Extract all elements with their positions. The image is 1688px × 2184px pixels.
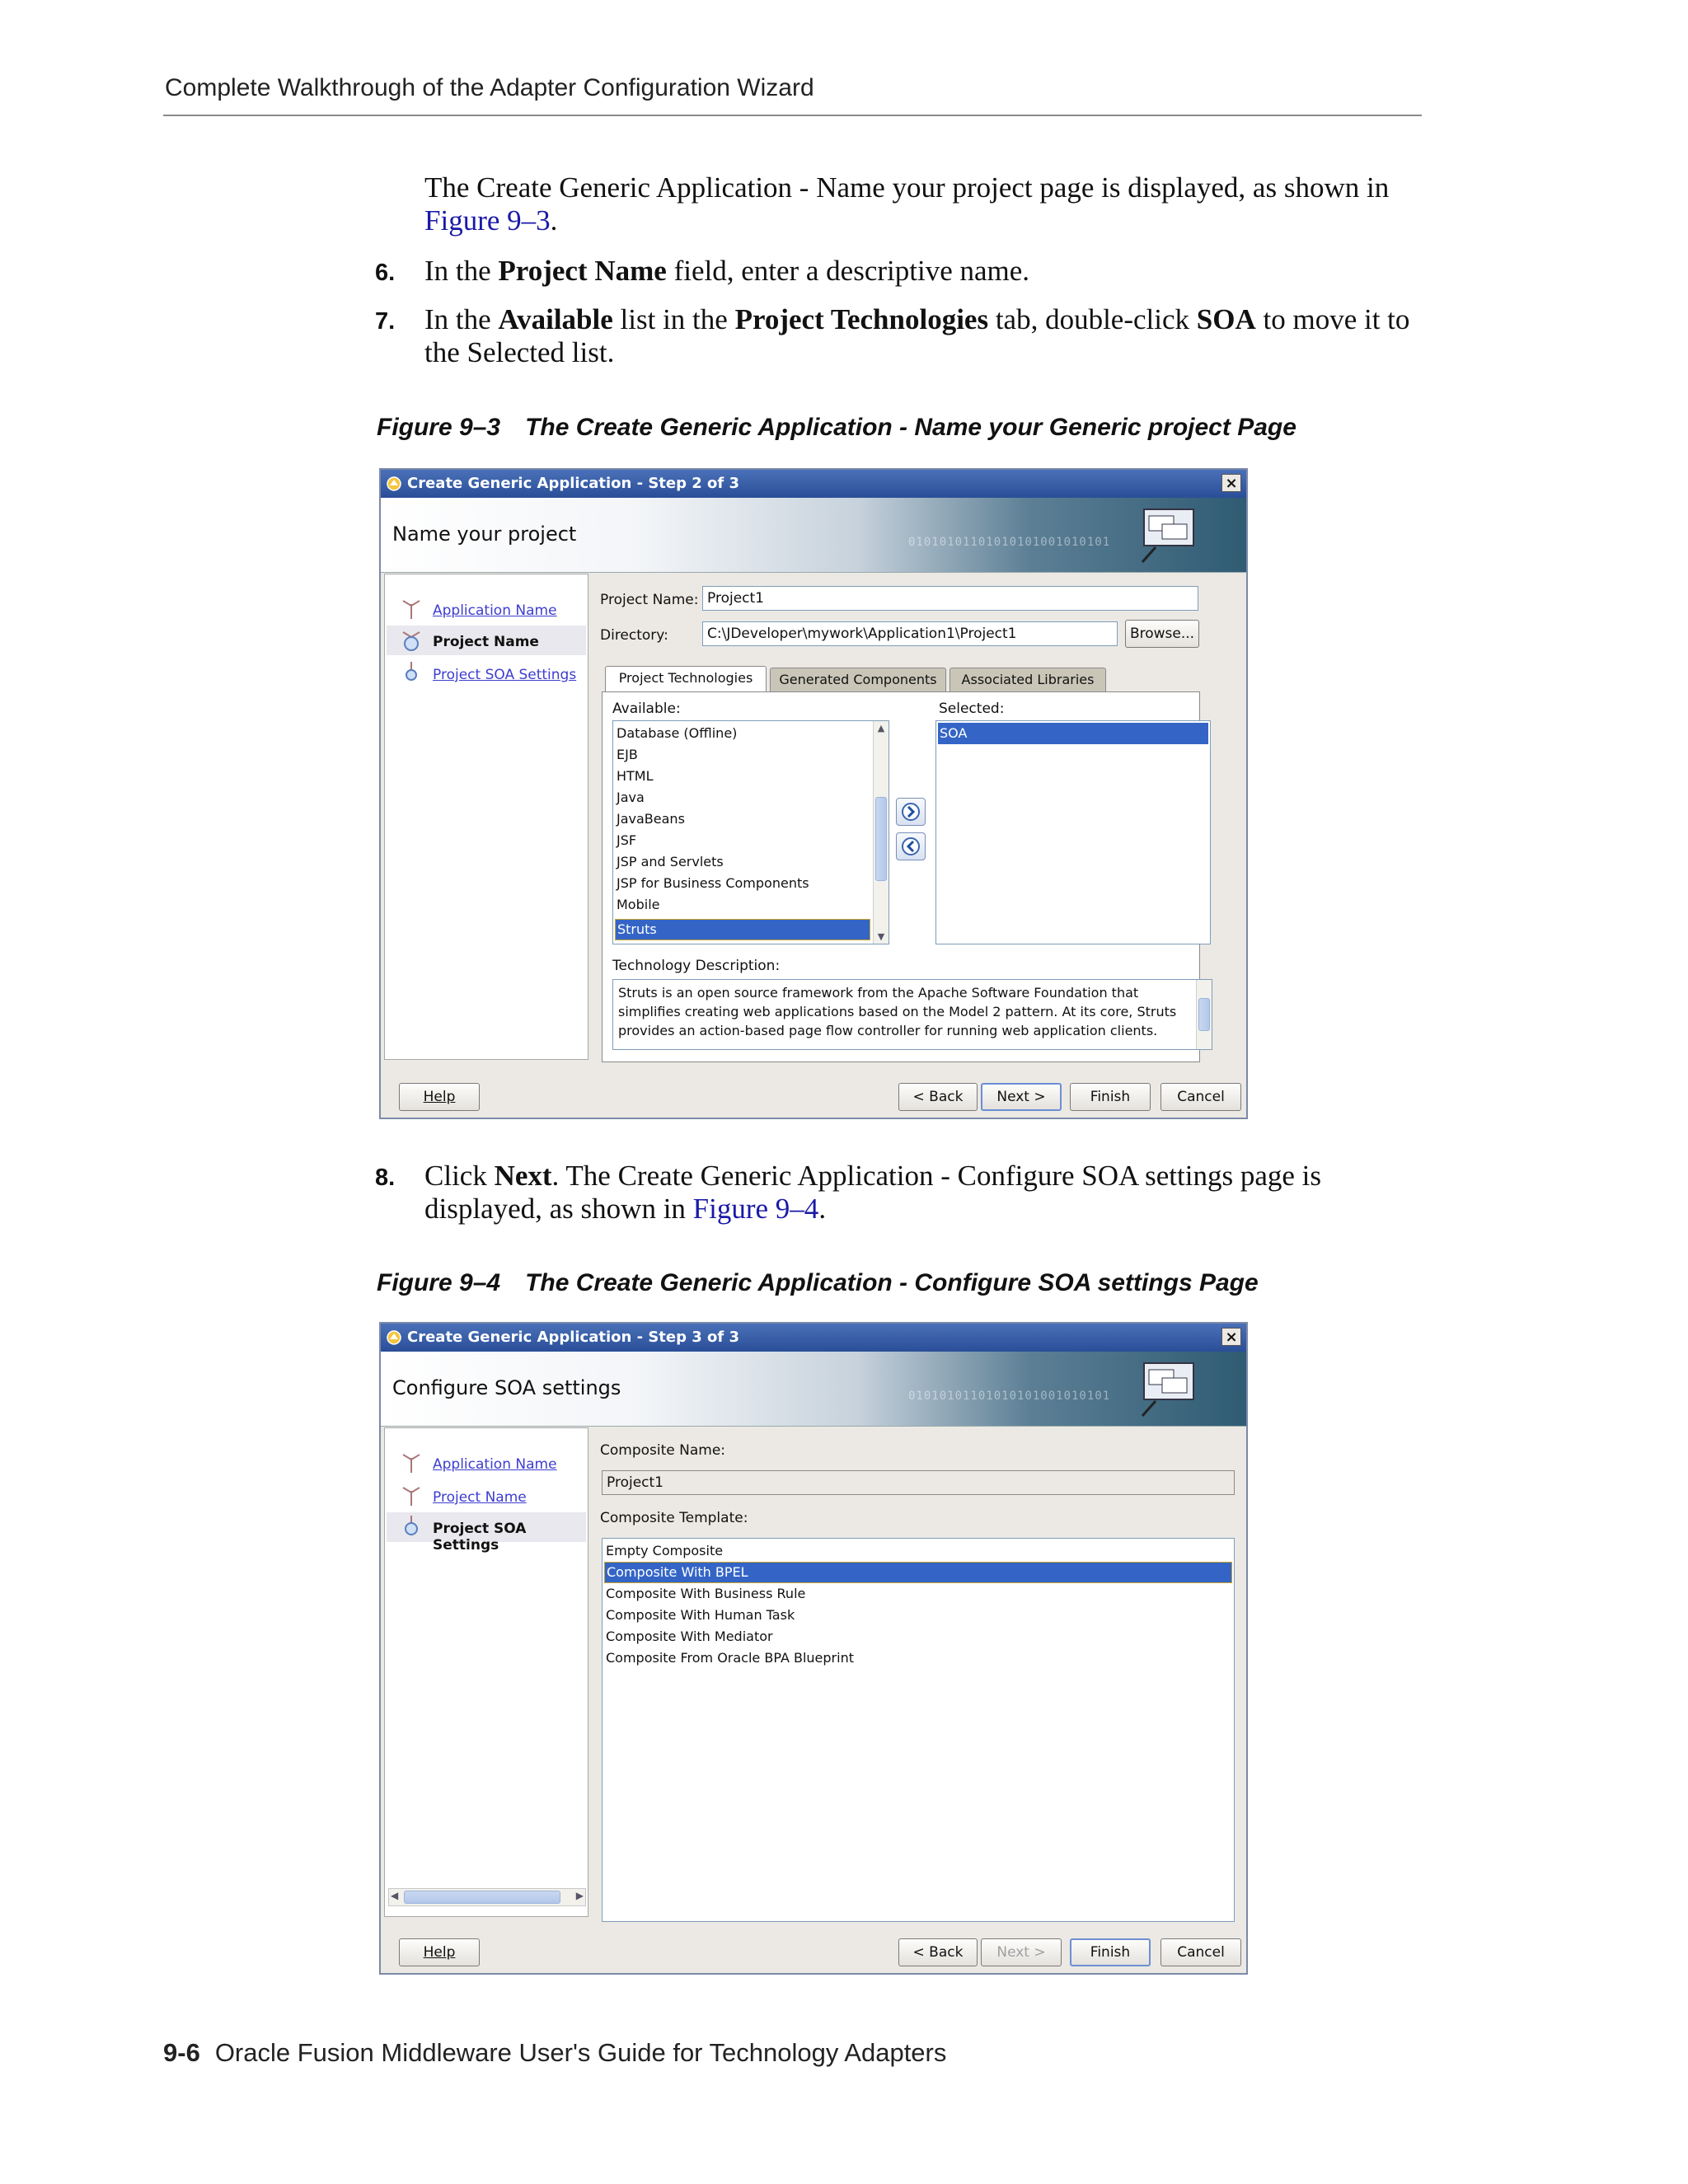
- list-item[interactable]: JSP for Business Components: [617, 875, 809, 891]
- list-item[interactable]: EJB: [617, 747, 638, 762]
- figure-9-4-caption: Figure 9–4 The Create Generic Application - Configure SOA settings Page: [377, 1269, 1259, 1296]
- available-label: Available:: [612, 701, 681, 717]
- scroll-up-icon[interactable]: ▲: [877, 723, 885, 733]
- back-button[interactable]: < Back: [898, 1083, 978, 1111]
- step-current-icon: [400, 629, 423, 652]
- help-button[interactable]: Help: [399, 1083, 480, 1111]
- jdeveloper-icon: [386, 476, 402, 492]
- intro-paragraph: The Create Generic Application - Name your project page is displayed, as shown in Figure 9–3.: [424, 171, 1390, 237]
- step-done-icon: [400, 1483, 423, 1506]
- book-title: Oracle Fusion Middleware User's Guide for Technology Adapters: [214, 2038, 947, 2067]
- nav-horizontal-scrollbar[interactable]: [388, 1888, 586, 1906]
- list-item[interactable]: Empty Composite: [606, 1543, 724, 1558]
- jdeveloper-icon: [386, 1329, 402, 1346]
- step-done-icon: [400, 1450, 423, 1473]
- directory-label: Directory:: [600, 627, 668, 644]
- step-current-icon: [400, 1516, 423, 1539]
- composite-name-input[interactable]: Project1: [602, 1470, 1235, 1495]
- nav-application-name[interactable]: Application Name: [433, 1456, 557, 1473]
- cancel-button[interactable]: Cancel: [1160, 1938, 1241, 1966]
- next-button[interactable]: Next >: [981, 1083, 1062, 1111]
- running-header: Complete Walkthrough of the Adapter Configuration Wizard: [165, 74, 814, 101]
- selected-label: Selected:: [939, 701, 1005, 717]
- step-7-text: In the Available list in the Project Technologies tab, double-click SOA to move it to the Selected list.: [424, 303, 1410, 368]
- list-item[interactable]: HTML: [617, 768, 654, 784]
- banner-binary-decoration: 01010101101010101001010101: [908, 536, 1111, 549]
- list-item[interactable]: Java: [617, 790, 645, 805]
- page-title: Configure SOA settings: [392, 1376, 621, 1399]
- technology-description-label: Technology Description:: [612, 958, 781, 974]
- scroll-thumb[interactable]: [875, 797, 887, 881]
- scroll-thumb[interactable]: [404, 1891, 560, 1904]
- page-number: 9-6: [163, 2038, 200, 2067]
- wizard-nav: [384, 574, 588, 1060]
- wizard-banner: [381, 1352, 1246, 1427]
- figure-9-3-caption: Figure 9–3 The Create Generic Application - Name your Generic project Page: [377, 414, 1296, 441]
- list-item-selected[interactable]: Struts: [615, 919, 870, 940]
- step-pending-icon: [400, 662, 423, 685]
- scroll-left-icon[interactable]: ◀: [391, 1890, 399, 1901]
- available-list[interactable]: [612, 720, 889, 944]
- move-left-button[interactable]: [896, 832, 926, 860]
- composite-template-list[interactable]: [602, 1538, 1235, 1922]
- scroll-right-icon[interactable]: ▶: [575, 1890, 584, 1901]
- chevron-right-icon: [897, 799, 925, 825]
- page-title: Name your project: [392, 523, 577, 546]
- tab-panel: [602, 691, 1200, 1062]
- step-8-text: Click Next. The Create Generic Application - Configure SOA settings page is displayed, as shown in Figure 9–4.: [424, 1160, 1321, 1225]
- step-8-number: 8.: [375, 1165, 396, 1191]
- figure-9-4-link[interactable]: Figure 9–4: [692, 1193, 819, 1225]
- create-app-dialog-step3: [379, 1322, 1248, 1975]
- scroll-thumb[interactable]: [1198, 998, 1210, 1031]
- page-footer: [163, 2038, 946, 2068]
- banner-binary-decoration: 01010101101010101001010101: [908, 1390, 1111, 1403]
- technology-description: Struts is an open source framework from the Apache Software Foundation that simplifies creating web applications based on the Model 2 pattern. At its core, Struts provides an action-based page flow controller for running web application clients.: [612, 979, 1212, 1050]
- nav-project-soa-settings[interactable]: Project SOA Settings: [433, 667, 577, 683]
- tab-generated-components[interactable]: Generated Components: [770, 668, 946, 692]
- help-button[interactable]: Help: [399, 1938, 480, 1966]
- close-button[interactable]: ×: [1221, 474, 1241, 492]
- nav-project-name[interactable]: Project Name: [433, 634, 539, 650]
- nav-project-soa-settings[interactable]: Project SOA Settings: [433, 1521, 527, 1554]
- project-name-input[interactable]: Project1: [702, 586, 1198, 611]
- composite-name-label: Composite Name:: [600, 1442, 726, 1459]
- cancel-button[interactable]: Cancel: [1160, 1083, 1241, 1111]
- wizard-windows-icon: [1139, 1358, 1198, 1419]
- wizard-banner: [381, 498, 1246, 573]
- close-button[interactable]: ×: [1221, 1328, 1241, 1346]
- wizard-windows-icon: [1139, 504, 1198, 565]
- step-6-text: In the Project Name field, enter a descriptive name.: [424, 255, 1030, 287]
- project-name-label: Project Name:: [600, 592, 699, 608]
- header-rule: [163, 115, 1422, 116]
- list-item[interactable]: Composite With Human Task: [606, 1607, 795, 1623]
- browse-button[interactable]: Browse...: [1125, 620, 1199, 648]
- tab-project-technologies[interactable]: Project Technologies: [605, 666, 767, 692]
- list-item[interactable]: JSP and Servlets: [617, 854, 724, 869]
- tab-associated-libraries[interactable]: Associated Libraries: [950, 668, 1106, 692]
- chevron-left-icon: [897, 833, 925, 860]
- step-6-number: 6.: [375, 260, 396, 286]
- list-item[interactable]: JSF: [617, 832, 637, 848]
- figure-9-3-link[interactable]: Figure 9–3: [424, 204, 551, 237]
- next-button[interactable]: Next >: [981, 1938, 1062, 1966]
- selected-list[interactable]: [935, 720, 1211, 944]
- dialog-titlebar: Create Generic Application - Step 3 of 3 ×: [381, 1324, 1246, 1352]
- description-scrollbar[interactable]: [1196, 980, 1212, 1049]
- list-item[interactable]: JavaBeans: [617, 811, 685, 827]
- create-app-dialog-step2: [379, 468, 1248, 1119]
- available-scrollbar[interactable]: [873, 721, 889, 944]
- list-item-selected[interactable]: SOA: [938, 723, 1208, 744]
- list-item[interactable]: Composite With Mediator: [606, 1629, 773, 1644]
- list-item[interactable]: Mobile: [617, 897, 660, 912]
- back-button[interactable]: < Back: [898, 1938, 978, 1966]
- directory-input[interactable]: C:\JDeveloper\mywork\Application1\Project1: [702, 621, 1118, 646]
- move-right-button[interactable]: [896, 798, 926, 826]
- list-item[interactable]: Composite From Oracle BPA Blueprint: [606, 1650, 854, 1666]
- finish-button[interactable]: Finish: [1070, 1938, 1151, 1966]
- list-item[interactable]: Database (Offline): [617, 725, 738, 741]
- composite-template-label: Composite Template:: [600, 1510, 748, 1526]
- step-done-icon: [400, 596, 423, 619]
- scroll-down-icon[interactable]: ▼: [877, 931, 885, 942]
- nav-project-name[interactable]: Project Name: [433, 1489, 527, 1506]
- list-item-selected[interactable]: Composite With BPEL: [604, 1562, 1232, 1583]
- dialog-titlebar: Create Generic Application - Step 2 of 3 ×: [381, 470, 1246, 498]
- step-7-number: 7.: [375, 308, 396, 335]
- nav-application-name[interactable]: Application Name: [433, 602, 557, 619]
- list-item[interactable]: Composite With Business Rule: [606, 1586, 806, 1601]
- finish-button[interactable]: Finish: [1070, 1083, 1151, 1111]
- wizard-nav: [384, 1427, 588, 1917]
